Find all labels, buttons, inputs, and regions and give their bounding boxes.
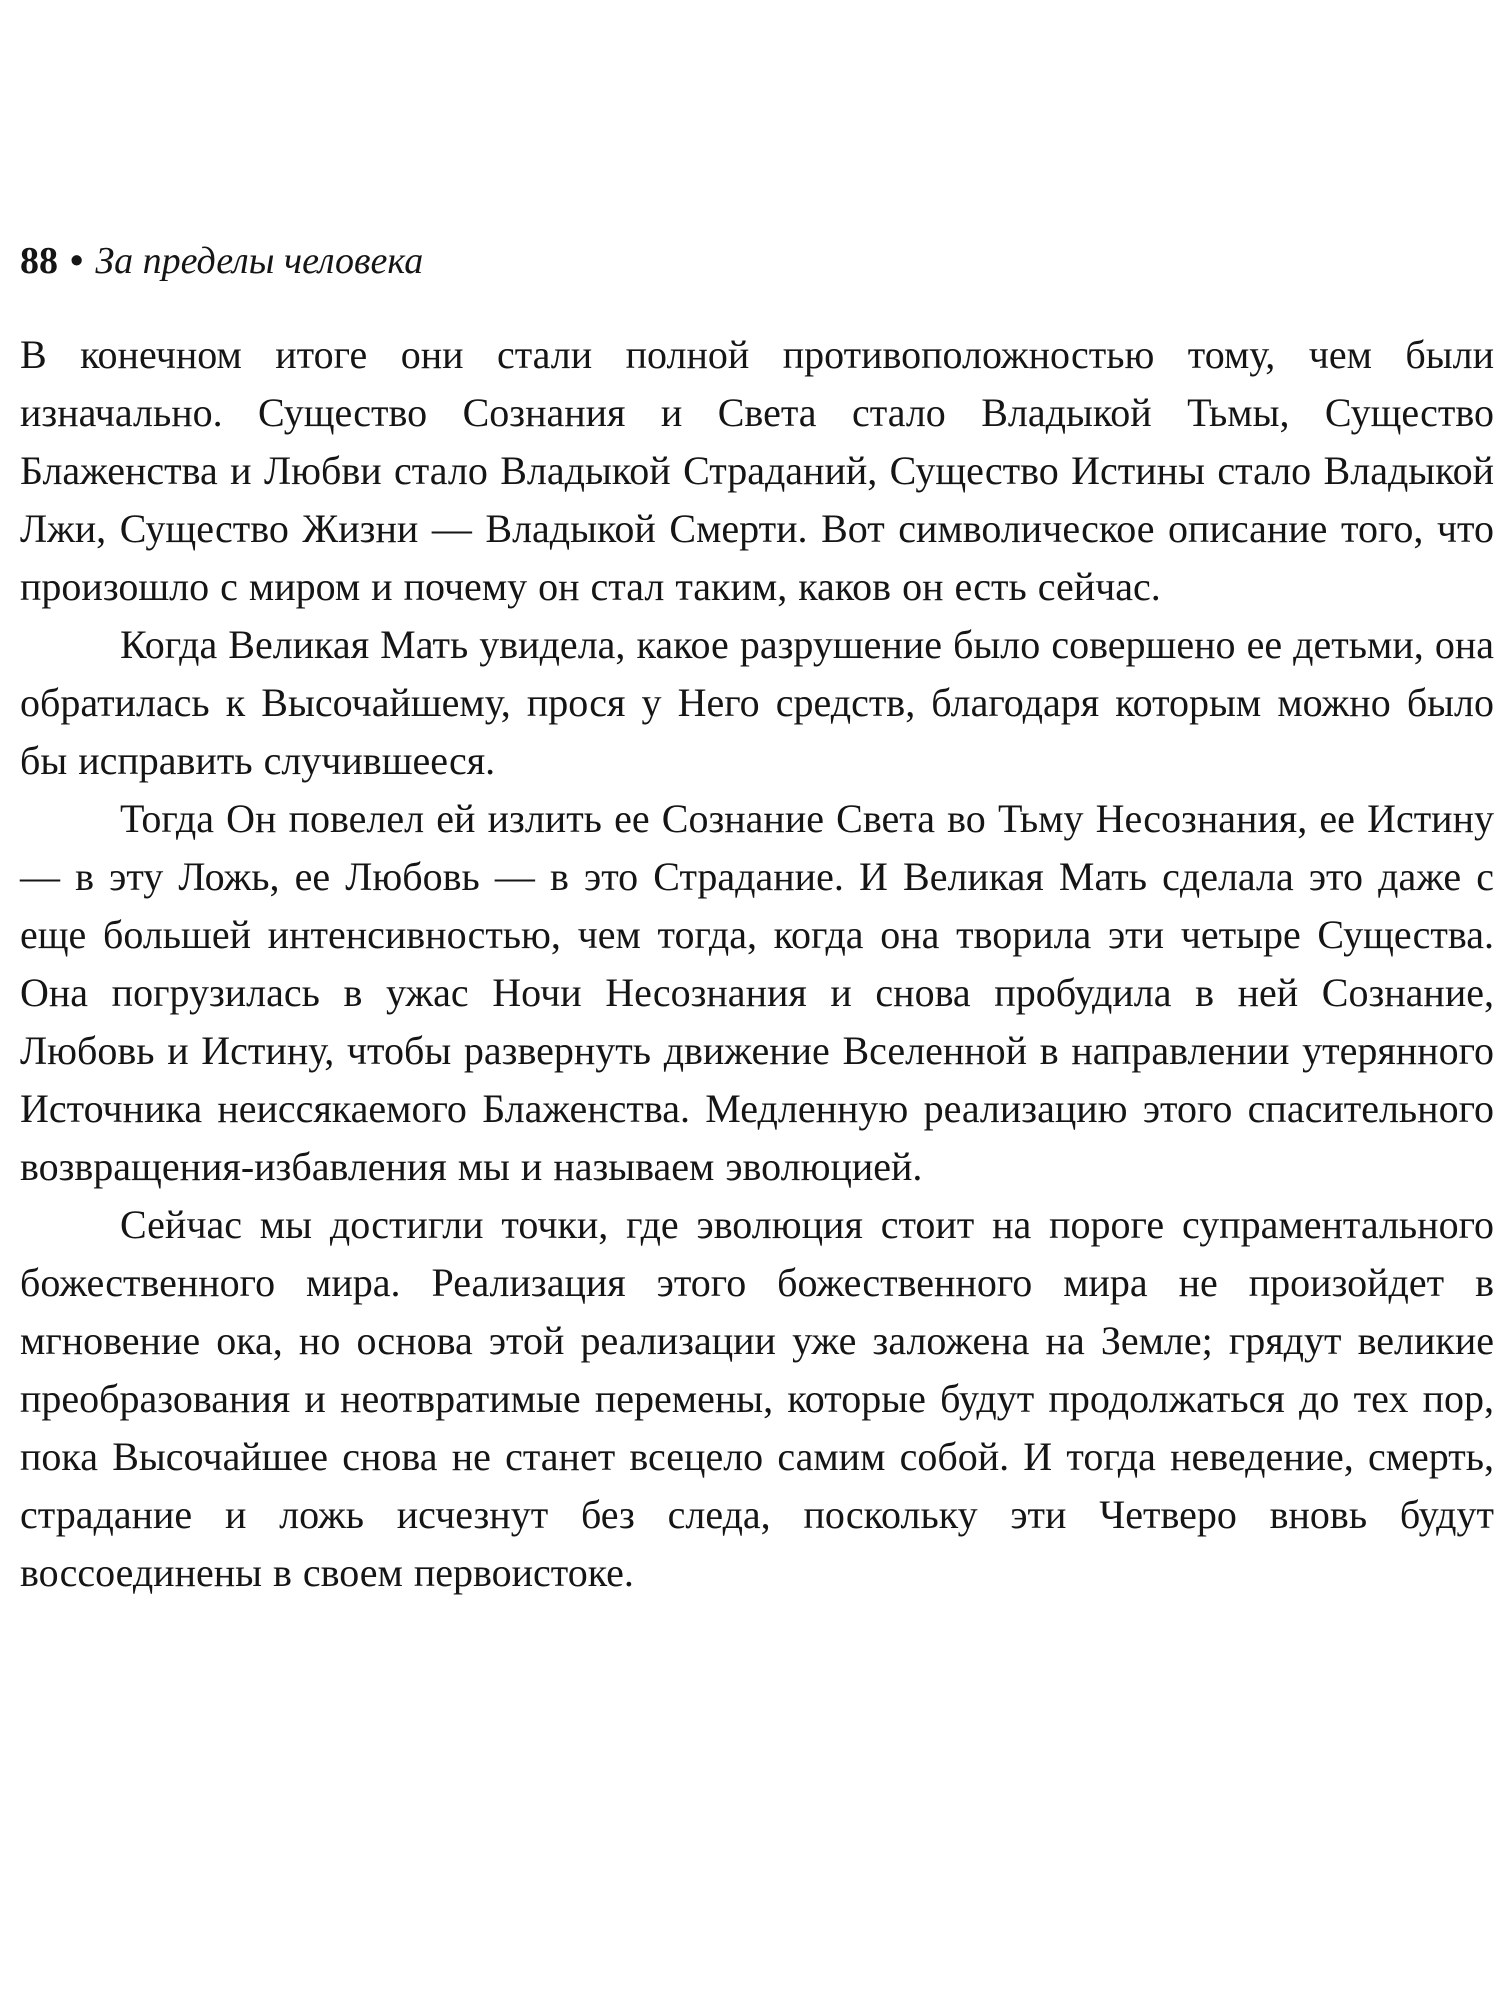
paragraph: Сейчас мы достигли точки, где эволюция стоит на пороге супраментального божественного мира. Реализация этого божественного мира не произойдет в мгновение ока, но основа этой реализации уже заложена на Земле; грядут великие преобразования и неотвратимые перемены, которые будут продолжаться до тех пор, пока Высочайшее снова не станет всецело самим собой. И тогда неведение, смерть, страдание и ложь исчезнут без следа, поскольку эти Четверо вновь будут воссоединены в своем первоистоке. [20, 1202, 1494, 1595]
page-number: 88 [20, 240, 58, 282]
body-text [20, 326, 1494, 1602]
running-header [20, 238, 1494, 284]
paragraph: Когда Великая Мать увидела, какое разрушение было совершено ее детьми, она обратилась к Высочайшему, прося у Него средств, благодаря которым можно было бы исправить случившееся. [20, 622, 1494, 783]
book-title: За пределы человека [95, 240, 424, 282]
book-page [20, 238, 1494, 1602]
header-separator: • [70, 240, 84, 282]
paragraph: Тогда Он повелел ей излить ее Сознание Света во Тьму Несознания, ее Истину — в эту Ложь, ее Любовь — в это Страдание. И Великая Мать сделала это даже с еще большей интенсивностью, чем тогда, когда она творила эти четыре Существа. Она погрузилась в ужас Ночи Несознания и снова пробудила в ней Сознание, Любовь и Истину, чтобы развернуть движение Вселенной в направлении утерянного Источника неиссякаемого Блаженства. Медленную реализацию этого спасительного возвращения-избавления мы и называем эволюцией. [20, 796, 1494, 1189]
paragraph: В конечном итоге они стали полной противоположностью тому, чем были изначально. Существо Сознания и Света стало Владыкой Тьмы, Существо Блаженства и Любви стало Владыкой Страданий, Существо Истины стало Владыкой Лжи, Существо Жизни — Владыкой Смерти. Вот символическое описание того, что произошло с миром и почему он стал таким, каков он есть сейчас. [20, 332, 1494, 609]
